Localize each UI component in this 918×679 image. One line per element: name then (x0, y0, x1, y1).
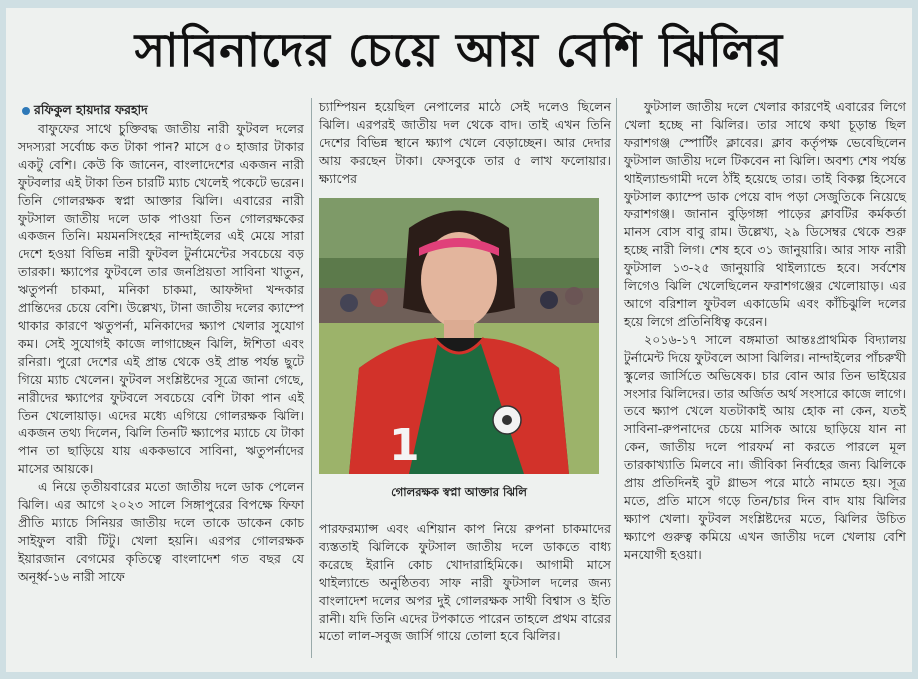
player-photo (319, 198, 599, 474)
column-divider (311, 98, 312, 658)
article-column-3 (624, 98, 906, 564)
paragraph: বাফুফের সাথে চুক্তিবদ্ধ জাতীয় নারী ফুটবল দলের সদস্যরা সর্বোচ্চ কত টাকা পান? মাসে ৫০ হাজার টাকার একটু বেশি। কেউ কি জানেন, বাংলাদেশের একজন নারী ফুটবলার এই টাকা তিন চারটি ম্যাচ খেলেই পকেটে ভরেন। তিনি গোলরক্ষক স্বপ্না আক্তার ঝিলি। এবারের নারী ফুটসাল জাতীয় দলে ডাক পাওয়া তিন গোলরক্ষকের একজন তিনি। ময়মনসিংহের নান্দাইলের এই মেয়ে সারা দেশে হওয়া বিভিন্ন নারী ফুটবল টুর্নামেন্টের সবচেয়ে বড় তারকা। ক্ষ্যাপের ফুটবলে তার জনপ্রিয়তা সাবিনা খাতুন, ঋতুপর্না চাকমা, মনিকা চাকমা, আফঈদা খন্দকার প্রান্তিদের চেয়ে বেশি। উল্লেখ্য, টানা জাতীয় দলের ক্যাম্পে থাকার কারণে ঋতুপর্না, মনিকাদের ক্ষ্যাপ খেলার সুযোগ কম। সেই সুযোগই কাজে লাগাচ্ছেন ঝিলি, ঈশিতা এবং রনিরা। পুরো দেশের এই প্রান্ত থেকে ওই প্রান্ত পর্যন্ত ছুটে গিয়ে ম্যাচ খেলেন। ফুটবল সংশ্লিষ্টদের সূত্রে জানা গেছে, নারীদের ক্ষ্যাপের ফুটবলে সবচেয়ে বেশি টাকা পান এই তিন খেলোয়াড়। এদের মধ্যে এগিয়ে গোলরক্ষক ঝিলি। একজন তথ্য দিলেন, ঝিলি তিনটি ক্ষ্যাপের ম্যাচে যে টাকা পান তা ছাড়িয়ে যায় এককভাবে সাবিনা, ঋতুপর্নাদের মাসের আয়কে। (18, 121, 304, 477)
author-name: রফিকুল হায়দার ফরহাদ (34, 102, 148, 117)
byline (22, 102, 148, 122)
paragraph: চ্যাম্পিয়ন হয়েছিল নেপালের মাঠে সেই দলেও ছিলেন ঝিলি। এরপরই জাতীয় দল থেকে বাদ। তাই এখন তিনি দেশের বিভিন্ন স্থানে ক্ষ্যাপ খেলে বেড়াচ্ছেন। আর দেদার আয় করছেন টাকা। ফেসবুকে তার ৫ লাখ ফলোয়ার। ক্ষ্যাপের (319, 99, 611, 186)
paragraph: পারফরম্যান্স এবং এশিয়ান কাপ নিয়ে রুপনা চাকমাদের ব্যস্ততাই ঝিলিকে ফুটসাল জাতীয় দলে ডাকতে বাধ্য করেছে ইরানি কোচ খোদারাহিমিকে। আগামী মাসে থাইল্যান্ডে অনুষ্ঠিতব্য সাফ নারী ফুটসাল দলের জন্য বাংলাদেশ দলের অপর দুই গোলরক্ষক সাথী বিশ্বাস ও ইতি রানী। যদি তিনি এদের টপকাতে পারেন তাহলে প্রথম বারের মতো লাল-সবুজ জার্সি গায়ে তোলা হবে ঝিলির। (319, 521, 611, 644)
headline: সাবিনাদের চেয়ে আয় বেশি ঝিলির (134, 23, 784, 77)
paragraph: ২০১৬-১৭ সালে বঙ্গমাতা আন্তঃপ্রাথমিক বিদ্যালয় টুর্নামেন্ট দিয়ে ফুটবলে আসা ঝিলির। নান্দাইলের পাঁচরুখী স্কুলের জার্সিতে অভিষেক। চার বোন আর তিন ভাইয়ের সংসার ঝিলিদের। তার অর্জিত অর্থ সংসারে কাজে লাগে। তবে ক্ষ্যাপ খেলে যতটাকাই আয় হোক না কেন, যতই সাবিনা-রুপনাদের চেয়ে মাসিক আয়ে ছাড়িয়ে যান না কেন, জাতীয় দলে পারফর্ম না করতে পারলে মূল তারকাখ্যাতি মিলবে না। জীবিকা নির্বাহের জন্য ঝিলিকে প্রায় প্রতিদিনই বুট গ্লাভস পরে মাঠে নামতে হয়। সূত্র মতে, প্রতি মাসে গড়ে তিন/চার দিন বাদ যায় ঝিলির ক্ষ্যাপ খেলা। ফুটবল সংশ্লিষ্টদের মতে, ঝিলির উচিত ক্ষ্যাপে গুরুত্ব কমিয়ে এখন জাতীয় দলে খেলায় বেশি মনযোগী হওয়া। (624, 331, 906, 562)
article-column-2-top (319, 98, 611, 188)
article-column-1 (18, 120, 304, 586)
paragraph: এ নিয়ে তৃতীয়বারের মতো জাতীয় দলে ডাক পেলেন ঝিলি। এর আগে ২০২৩ সালে সিঙ্গাপুরের বিপক্ষে ফিফা প্রীতি ম্যাচে সিনিয়র জাতীয় দলে তাকে ডাকেন কোচ সাইফুল বারী টিটু। খেলা হয়নি। এরপর গোলরক্ষক ইয়ারজান বেগমের কৃতিত্বে বাংলাদেশ গত বছর যে অনূর্ধ্ব-১৬ নারী সাফে (18, 479, 304, 584)
photo-caption: গোলরক্ষক স্বপ্না আক্তার ঝিলি (391, 485, 527, 499)
article-column-2-bottom (319, 520, 611, 645)
shirt-number: 1 (389, 420, 420, 471)
player-photo-image (319, 198, 599, 474)
column-divider (616, 98, 617, 658)
paragraph: ফুটসাল জাতীয় দলে খেলার কারণেই এবারের লিগে খেলা হচ্ছে না ঝিলির। তার সাথে কথা চূড়ান্ত ছিল ফরাশগঞ্জ স্পোর্টিং ক্লাবের। ক্লাব কর্তৃপক্ষ ভেবেছিলেন ফুটসাল জাতীয় দলে টিকবেন না ঝিলি। অবশ্য শেষ পর্যন্ত থাইল্যান্ডগামী দলে ঠাঁই হয়েছে তার। তাই বিকল্প হিসেবে ফুটসাল ক্যাম্পে ডাক পেয়ে বাদ পড়া সেজুতিকে নিয়েছে ফরাশগঞ্জ। জানান বুড়িগঙ্গা পাড়ের ক্লাবটির কর্মকর্তা মানস বোস বাবু রাম। উল্লেখ্য, ২৯ ডিসেম্বর থেকে শুরু হচ্ছে নারী লিগ। শেষ হবে ৩১ জানুয়ারি। আর সাফ নারী ফুটসাল ১৩-২৫ জানুয়ারি থাইল্যান্ডে হবে। সর্বশেষ লিগেও ঝিলি খেলেছিলেন ফরাশগঞ্জের খেলোয়াড়। এর আগে বরিশাল ফুটবল একাডেমি এবং কাঁচিঝুলি দলের হয়ে লিগে প্রতিনিধিত্ব করেন। (624, 99, 906, 329)
newspaper-page (6, 8, 912, 672)
byline-bullet-icon (22, 107, 30, 115)
